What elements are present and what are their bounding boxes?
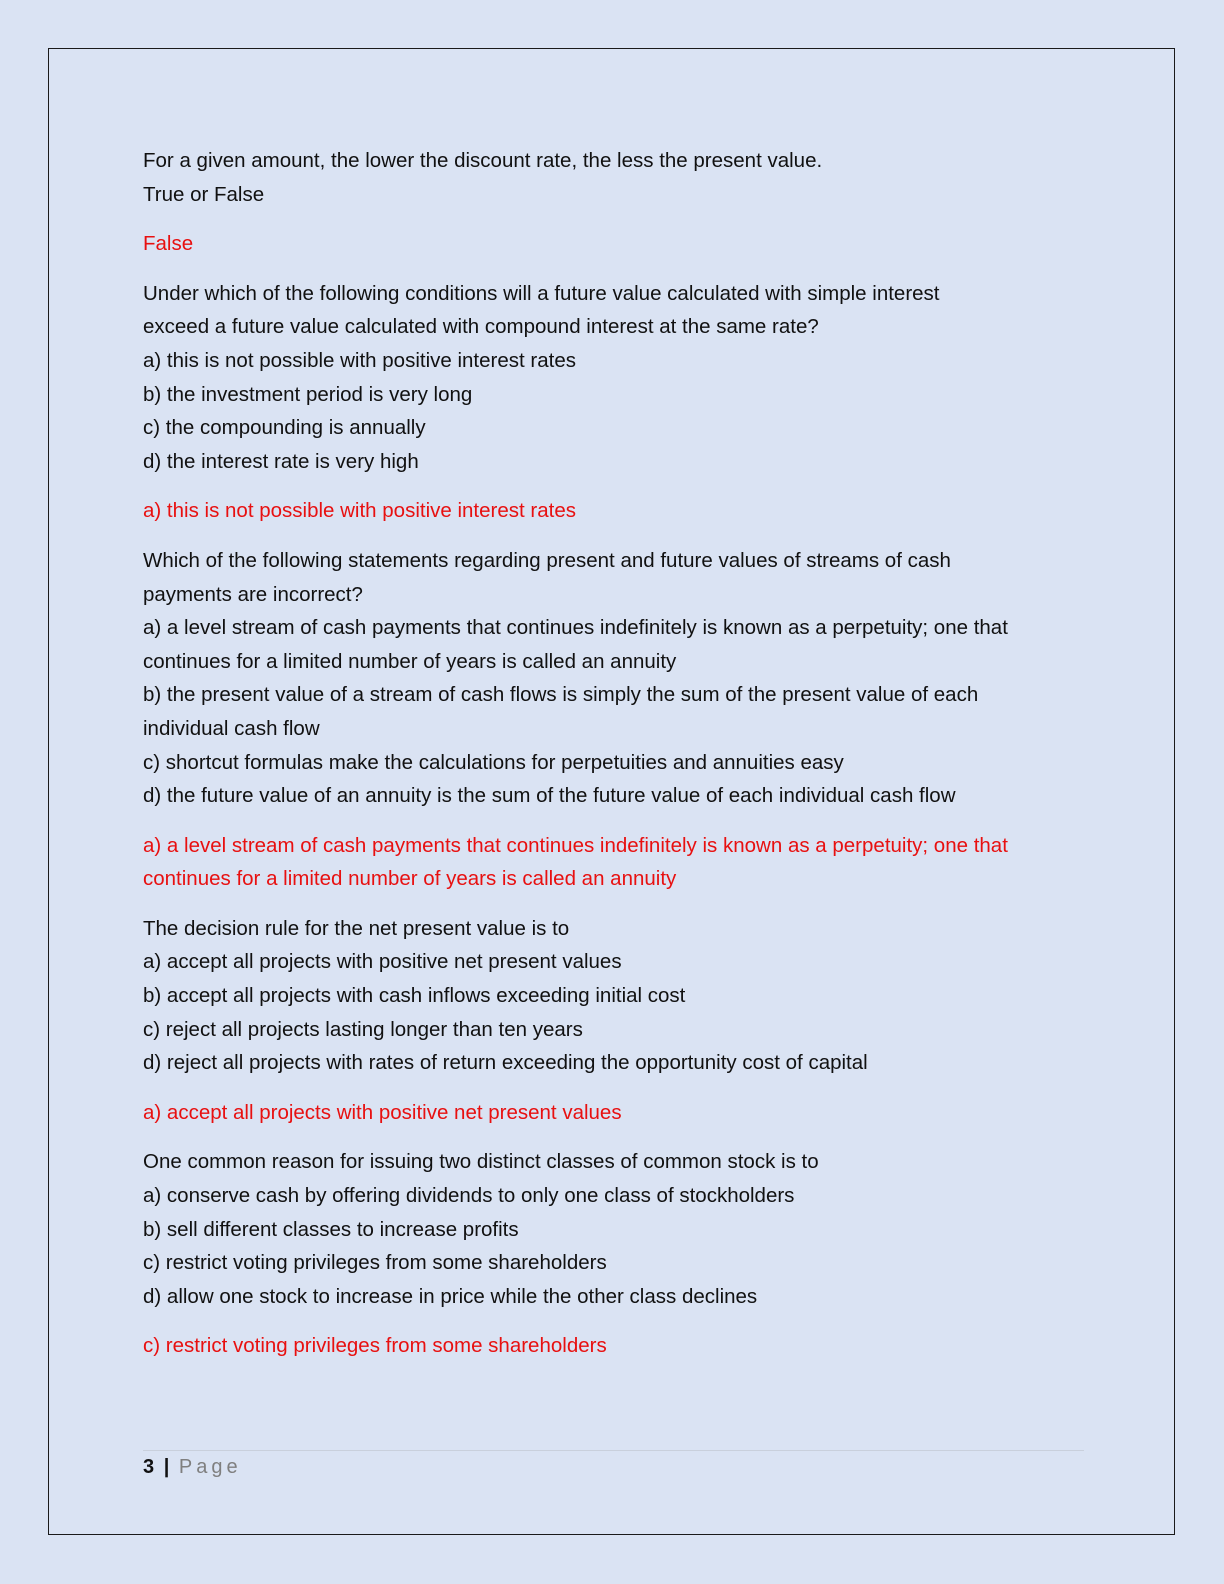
question-text-line: exceed a future value calculated with compound interest at the same rate?	[143, 315, 819, 339]
answer-5	[143, 1329, 1093, 1363]
option-c: c) reject all projects lasting longer than ten years	[143, 1017, 583, 1041]
page-label: Page	[178, 1456, 242, 1478]
question-4	[143, 912, 1093, 1080]
option-a: a) a level stream of cash payments that continues indefinitely is known as a perpetuity; one that	[143, 616, 1008, 640]
page-separator: |	[163, 1456, 170, 1478]
question-text-line: Which of the following statements regarding present and future values of streams of cash	[143, 548, 951, 572]
page-footer	[143, 1454, 242, 1480]
document-body	[143, 144, 1093, 1379]
question-text-line: For a given amount, the lower the discount rate, the less the present value.	[143, 149, 823, 172]
answer-text-line: a) accept all projects with positive net present values	[143, 1100, 622, 1124]
option-b: b) the present value of a stream of cash flows is simply the sum of the present value of each	[143, 683, 979, 707]
option-d: d) the interest rate is very high	[143, 449, 419, 473]
answer-3	[143, 829, 1093, 896]
question-text-line: One common reason for issuing two distinct classes of common stock is to	[143, 1150, 819, 1174]
option-d: d) allow one stock to increase in price while the other class declines	[143, 1284, 758, 1308]
answer-1	[143, 227, 1093, 261]
option-a: a) this is not possible with positive interest rates	[143, 348, 576, 372]
question-5	[143, 1145, 1093, 1313]
answer-2	[143, 494, 1093, 528]
option-a: a) accept all projects with positive net present values	[143, 950, 622, 974]
option-d: d) the future value of an annuity is the sum of the future value of each individual cash flow	[143, 784, 956, 808]
answer-text-line: a) a level stream of cash payments that continues indefinitely is known as a perpetuity; one that	[143, 833, 1008, 857]
answer-text-line: False	[143, 232, 194, 256]
answer-text-line: continues for a limited number of years is called an annuity	[143, 867, 677, 891]
option-b-continued: individual cash flow	[143, 716, 320, 740]
option-c: c) restrict voting privileges from some shareholders	[143, 1251, 607, 1275]
question-text-line: payments are incorrect?	[143, 582, 363, 606]
question-text-line: True or False	[143, 182, 265, 206]
question-2	[143, 277, 1093, 479]
question-text-line: The decision rule for the net present value is to	[143, 916, 570, 940]
page-number: 3	[143, 1456, 155, 1478]
footer-divider	[143, 1450, 1084, 1451]
option-c: c) the compounding is annually	[143, 416, 426, 440]
answer-text-line: c) restrict voting privileges from some shareholders	[143, 1334, 607, 1358]
option-b: b) the investment period is very long	[143, 382, 473, 406]
option-d: d) reject all projects with rates of return exceeding the opportunity cost of capital	[143, 1051, 868, 1075]
question-3	[143, 544, 1093, 813]
option-a-continued: continues for a limited number of years is called an annuity	[143, 649, 677, 673]
answer-4	[143, 1096, 1093, 1130]
option-a: a) conserve cash by offering dividends to only one class of stockholders	[143, 1184, 795, 1208]
question-text-line: Under which of the following conditions will a future value calculated with simple interest	[143, 281, 940, 305]
question-1	[143, 144, 1093, 211]
option-c: c) shortcut formulas make the calculations for perpetuities and annuities easy	[143, 750, 844, 774]
option-b: b) sell different classes to increase profits	[143, 1217, 519, 1241]
option-b: b) accept all projects with cash inflows exceeding initial cost	[143, 984, 686, 1008]
answer-text-line: a) this is not possible with positive interest rates	[143, 499, 576, 523]
